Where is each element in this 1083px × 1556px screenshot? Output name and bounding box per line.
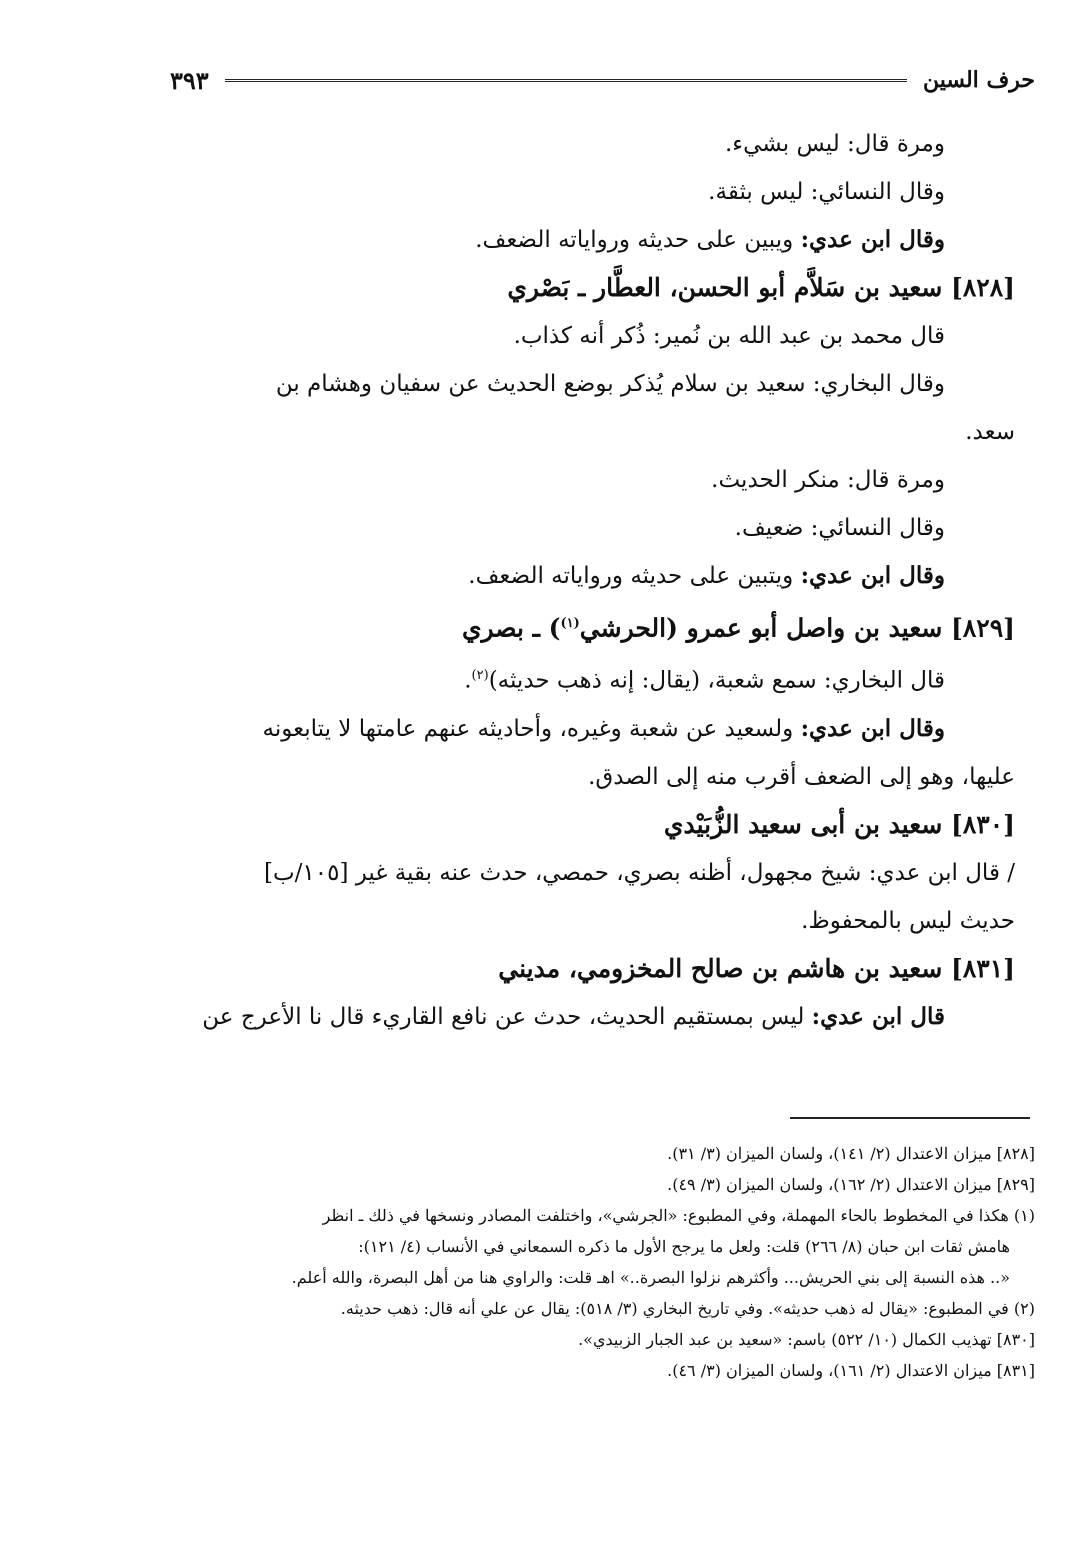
text-line: وقال البخاري: سعيد بن سلام يُذكر بوضع الحديث عن سفيان وهشام بن bbox=[275, 371, 945, 397]
footnotes bbox=[150, 1138, 1035, 1386]
footnote-ref: (٢) bbox=[471, 668, 489, 684]
text-span: ليس بمستقيم الحديث، حدث عن نافع القاريء قال نا الأعرج عن bbox=[202, 1003, 812, 1030]
main-text bbox=[150, 120, 1015, 1041]
heading-text: ) ـ بصري bbox=[461, 613, 561, 643]
footnote-2: (٢) في المطبوع: «يقال له ذهب حديثه». وفي تاريخ البخاري (٣/ ٥١٨): يقال عن علي أنه قال: ذهب حديثه. bbox=[340, 1299, 1035, 1318]
text-span: . bbox=[464, 667, 472, 694]
footnote-831: [٨٣١] ميزان الاعتدال (٢/ ١٦١)، ولسان الميزان (٣/ ٤٦). bbox=[667, 1361, 1035, 1380]
entry-heading-829 bbox=[150, 600, 1015, 652]
text-line bbox=[150, 705, 975, 753]
page-header bbox=[170, 60, 1035, 100]
footnote-1-cont: «.. هذه النسبة إلى بني الحريش... وأكثرهم نزلوا البصرة..» اهـ قلت: والراوي هنا من أهل البصرة، والله أعلم. bbox=[291, 1268, 1010, 1287]
speaker-label: وقال ابن عدي: bbox=[800, 226, 945, 253]
text-line: ومرة قال: منكر الحديث. bbox=[711, 467, 945, 493]
text-span: ويبين على حديثه ورواياته الضعف. bbox=[475, 227, 801, 253]
text-line: حديث ليس بالمحفوظ. bbox=[801, 907, 1015, 934]
text-line: ومرة قال: ليس بشيء. bbox=[724, 131, 945, 157]
text-line bbox=[150, 216, 975, 264]
text-line: عليها، وهو إلى الضعف أقرب منه إلى الصدق. bbox=[588, 763, 1015, 790]
text-line bbox=[150, 552, 975, 600]
text-line bbox=[150, 652, 975, 705]
speaker-label: وقال ابن عدي: bbox=[800, 714, 945, 742]
footnote-829: [٨٢٩] ميزان الاعتدال (٢/ ١٦٢)، ولسان الميزان (٣/ ٤٩). bbox=[667, 1175, 1035, 1194]
text-line: وقال النسائي: ليس بثقة. bbox=[708, 179, 945, 205]
entry-heading-830: [٨٣٠] سعيد بن أبى سعيد الزُّبَيْدي bbox=[663, 809, 1015, 839]
footnote-rule bbox=[790, 1117, 1030, 1119]
chapter-title: حرف السين bbox=[922, 67, 1035, 93]
text-line: سعد. bbox=[965, 419, 1015, 445]
speaker-label: وقال ابن عدي: bbox=[800, 562, 945, 589]
header-rule bbox=[225, 79, 907, 82]
speaker-label: قال ابن عدي: bbox=[811, 1002, 945, 1030]
footnote-828: [٨٢٨] ميزان الاعتدال (٢/ ١٤١)، ولسان الميزان (٣/ ٣١). bbox=[667, 1144, 1035, 1163]
text-line: وقال النسائي: ضعيف. bbox=[734, 515, 945, 541]
page-number: ٣٩٣ bbox=[170, 65, 209, 95]
text-line: قال محمد بن عبد الله بن نُمير: ذُكر أنه كذاب. bbox=[513, 323, 945, 349]
entry-heading-828: [٨٢٨] سعيد بن سَلاَّم أبو الحسن، العطَّار ـ بَصْري bbox=[507, 273, 1015, 302]
footnote-1-cont: هامش ثقات ابن حبان (٨/ ٢٦٦) قلت: ولعل ما يرجح الأول ما ذكره السمعاني في الأنساب (٤/ ١٢١): bbox=[358, 1237, 1010, 1256]
footnote-1: (١) هكذا في المخطوط بالحاء المهملة، وفي المطبوع: «الجرشي»، واختلفت المصادر ونسخها في ذلك ـ انظر bbox=[322, 1206, 1035, 1225]
text-line bbox=[150, 993, 975, 1041]
footnote-ref: (١) bbox=[560, 616, 580, 631]
heading-text: [٨٢٩] سعيد بن واصل أبو عمرو (الحرشي bbox=[579, 613, 1015, 643]
text-line: / قال ابن عدي: شيخ مجهول، أظنه بصري، حمصي، حدث عنه بقية غير [١٠٥/ب] bbox=[264, 859, 1015, 886]
text-span: ويتبين على حديثه ورواياته الضعف. bbox=[468, 563, 801, 589]
text-span: قال البخاري: سمع شعبة، (يقال: إنه ذهب حديثه) bbox=[488, 667, 945, 694]
footnote-830: [٨٣٠] تهذيب الكمال (١٠/ ٥٢٢) باسم: «سعيد بن عبد الجبار الزبيدي». bbox=[578, 1330, 1035, 1349]
text-span: ولسعيد عن شعبة وغيره، وأحاديثه عنهم عامتها لا يتابعونه bbox=[262, 715, 801, 742]
entry-heading-831: [٨٣١] سعيد بن هاشم بن صالح المخزومي، مديني bbox=[498, 953, 1015, 983]
